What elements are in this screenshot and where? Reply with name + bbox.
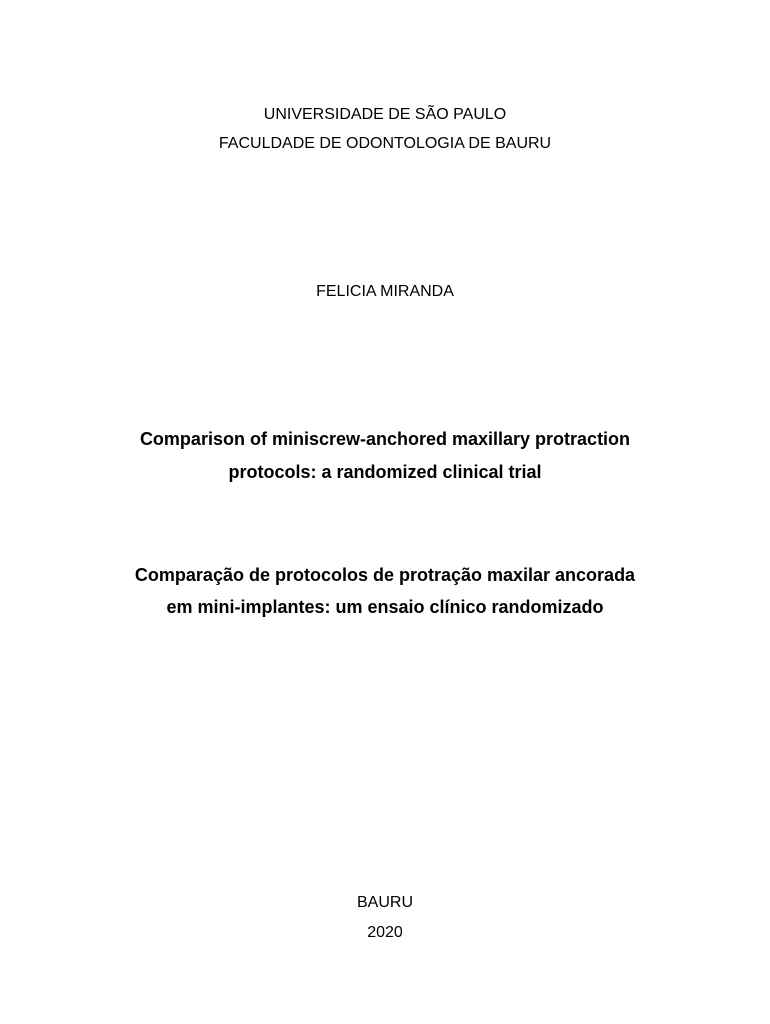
university-name: UNIVERSIDADE DE SÃO PAULO — [263, 106, 507, 123]
year: 2020 — [367, 924, 403, 941]
english-title-line-2: protocols: a randomized clinical trial — [228, 462, 542, 482]
faculty-name: FACULDADE DE ODONTOLOGIA DE BAURU — [218, 135, 552, 152]
english-title-line-1: Comparison of miniscrew-anchored maxillary protraction — [139, 429, 631, 449]
portuguese-title-line-1: Comparação de protocolos de protração maxilar ancorada — [134, 565, 636, 585]
portuguese-title-line-2: em mini-implantes: um ensaio clínico randomizado — [166, 597, 604, 617]
city: BAURU — [356, 894, 413, 911]
author-name: FELICIA MIRANDA — [316, 283, 454, 300]
